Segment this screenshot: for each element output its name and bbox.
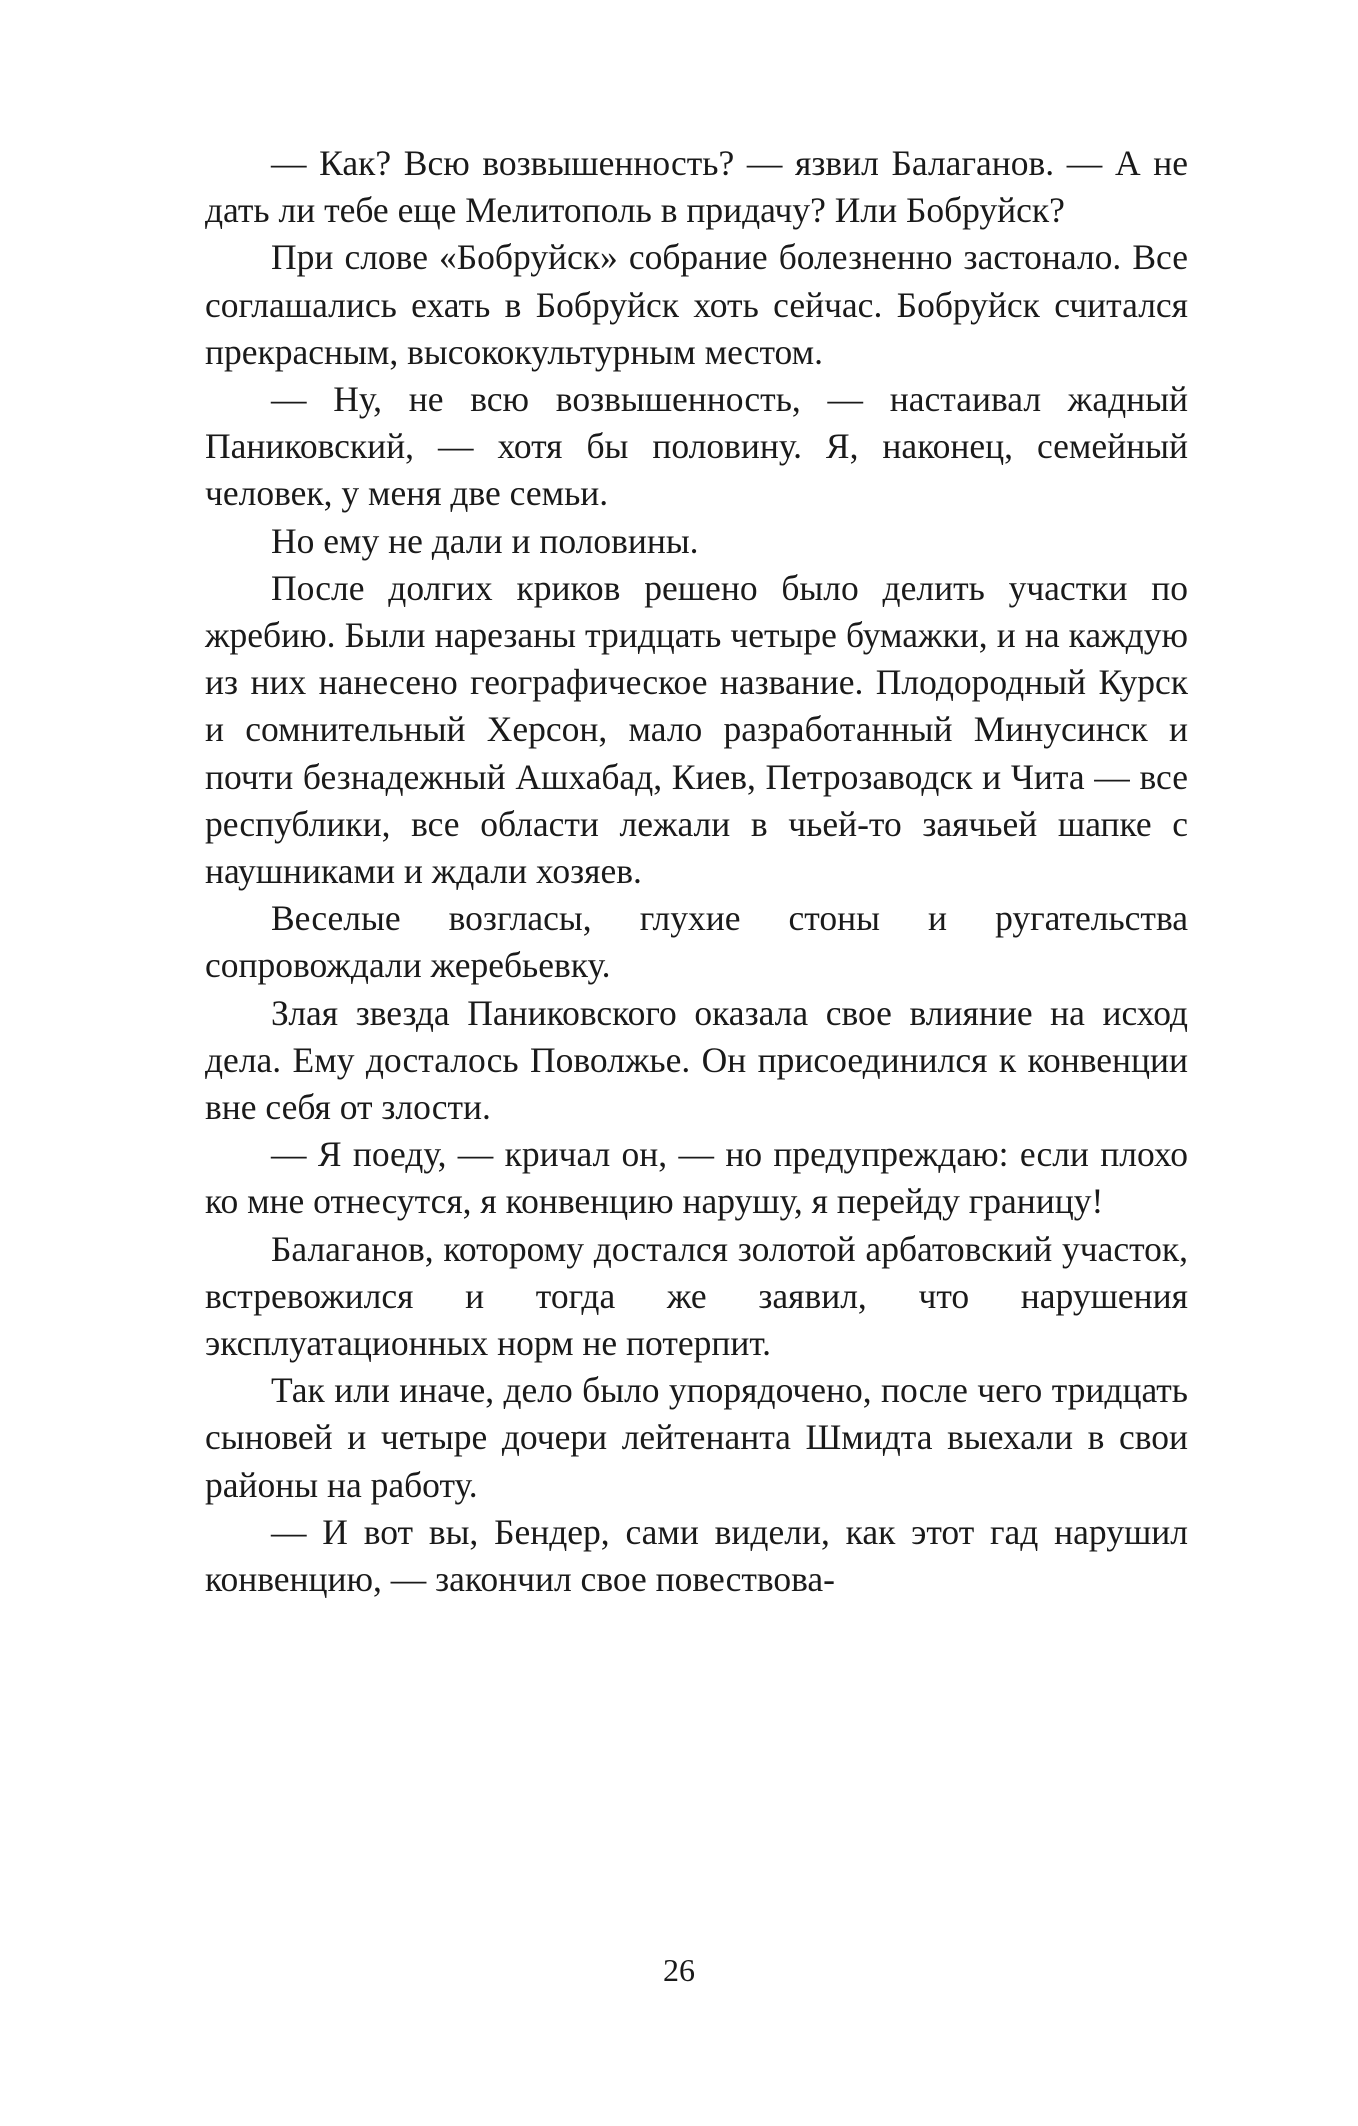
paragraph: — И вот вы, Бендер, сами видели, как этот гад нарушил конвенцию, — закончил свое повествова- [205,1511,1188,1600]
paragraph: Так или иначе, дело было упорядочено, после чего тридцать сыновей и четыре дочери лейтенанта Шмидта выехали в свои районы на работу. [205,1370,1188,1505]
paragraph: Балаганов, которому достался золотой арбатовский участок, встревожился и тогда же заявил, что нарушения эксплуатационных норм не потерпит. [205,1228,1188,1364]
paragraph: Веселые возгласы, глухие стоны и ругательства сопровождали жеребьевку. [205,898,1188,986]
paragraph: — Я поеду, — кричал он, — но предупреждаю: если плохо ко мне отнесутся, я конвенцию нарушу, я перейду границу! [205,1134,1188,1222]
paragraph: Но ему не дали и половины. [271,520,699,561]
paragraph: — Ну, не всю возвышенность, — настаивал жадный Паниковский, — хотя бы половину. Я, наконец, семейный человек, у меня две семьи. [205,379,1188,514]
page-number: 26 [663,1952,695,1988]
paragraph: При слове «Бобруйск» собрание болезненно застонало. Все соглашались ехать в Бобруйск хоть сейчас. Бобруйск считался прекрасным, высококультурным местом. [205,237,1188,372]
paragraph: После долгих криков решено было делить участки по жребию. Были нарезаны тридцать четыре бумажки, и на каждую из них нанесено географическое название. Плодородный Курск и сомнительный Херсон, мало разработанный Минусинск и почти безнадежный Ашхабад, Киев, Петрозаводск и Чита — все республики, все области лежали в чьей-то заячьей шапке с наушниками и ждали хозяев. [205,567,1188,892]
page-body-text [205,140,1188,1603]
paragraph: Злая звезда Паниковского оказала свое влияние на исход дела. Ему досталось Поволжье. Он присоединился к конвенции вне себя от злости. [205,992,1188,1128]
paragraph: — Как? Всю возвышенность? — язвил Балаганов. — А не дать ли тебе еще Мелитополь в придачу? Или Бобруйск? [205,143,1188,231]
